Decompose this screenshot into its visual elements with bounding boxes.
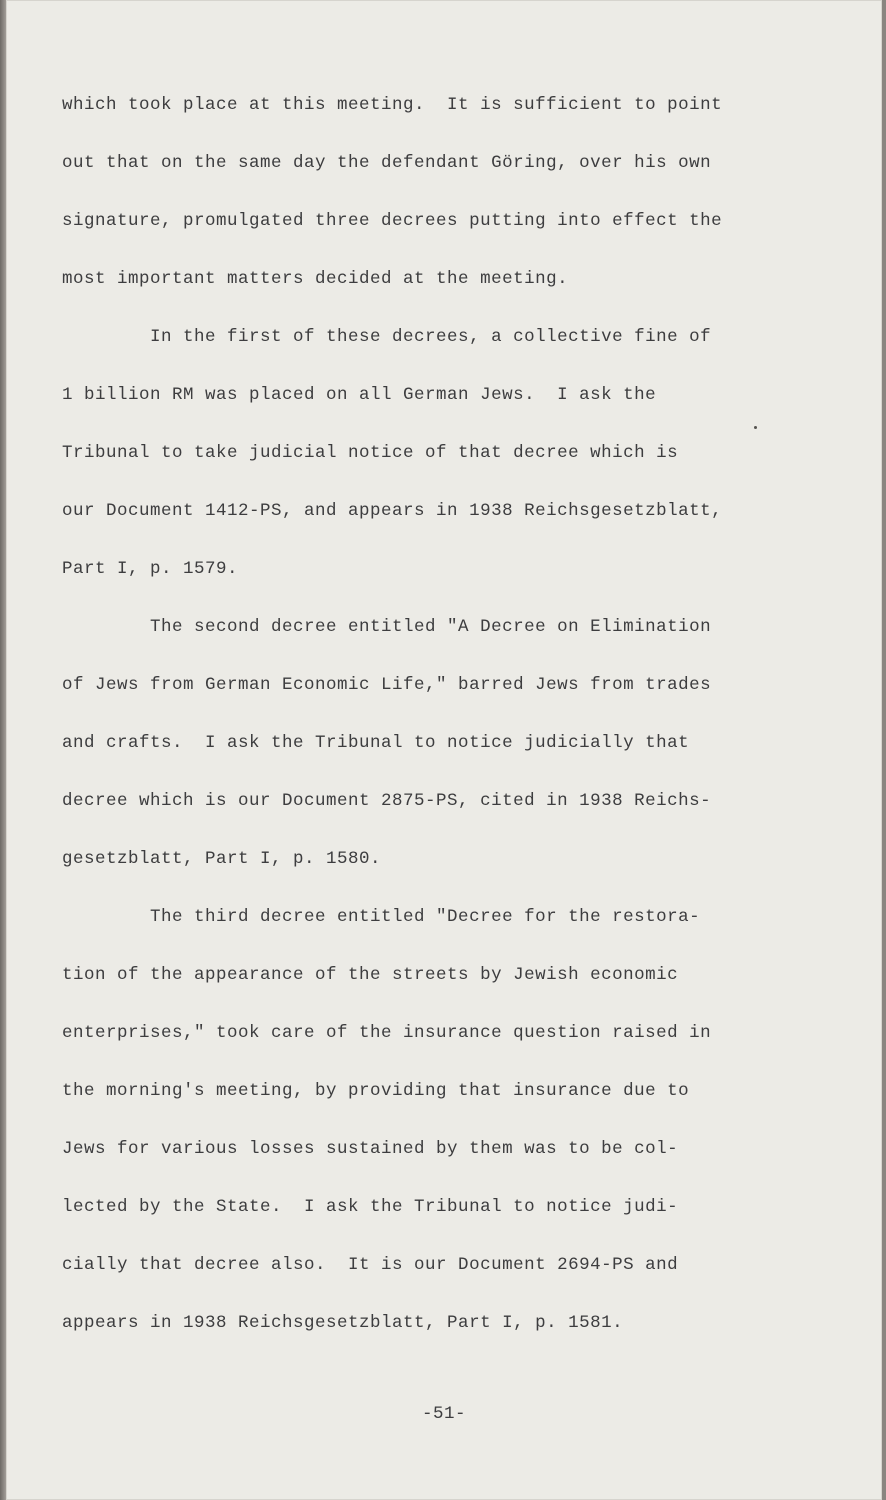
- text-line: Tribunal to take judicial notice of that decree which is: [62, 443, 679, 463]
- text-line: which took place at this meeting. It is sufficient to point: [62, 95, 723, 115]
- text-line: In the first of these decrees, a collective fine of: [62, 327, 712, 347]
- text-line: appears in 1938 Reichsgesetzblatt, Part I, p. 1581.: [62, 1313, 624, 1333]
- text-line: the morning's meeting, by providing that insurance due to: [62, 1081, 690, 1101]
- text-line: Part I, p. 1579.: [62, 559, 239, 579]
- text-line: gesetzblatt, Part I, p. 1580.: [62, 849, 382, 869]
- text-line: tion of the appearance of the streets by Jewish economic: [62, 965, 679, 985]
- text-line: of Jews from German Economic Life," barred Jews from trades: [62, 675, 712, 695]
- text-line: enterprises," took care of the insurance question raised in: [62, 1023, 712, 1043]
- text-line: The third decree entitled "Decree for the restora-: [62, 907, 701, 927]
- paper-speck: [754, 426, 757, 429]
- page-number: -51-: [421, 1404, 466, 1424]
- text-line: The second decree entitled "A Decree on Elimination: [62, 617, 712, 637]
- text-line: and crafts. I ask the Tribunal to notice judicially that: [62, 733, 690, 753]
- text-line: our Document 1412-PS, and appears in 1938 Reichsgesetzblatt,: [62, 501, 723, 521]
- text-line: decree which is our Document 2875-PS, cited in 1938 Reichs-: [62, 791, 712, 811]
- text-line: 1 billion RM was placed on all German Jews. I ask the: [62, 385, 657, 405]
- document-page: [6, 0, 882, 1500]
- text-line: out that on the same day the defendant Göring, over his own: [62, 153, 712, 173]
- text-line: cially that decree also. It is our Document 2694-PS and: [62, 1255, 679, 1275]
- text-line: most important matters decided at the meeting.: [62, 269, 569, 289]
- text-line: Jews for various losses sustained by them was to be col-: [62, 1139, 679, 1159]
- text-line: signature, promulgated three decrees putting into effect the: [62, 211, 723, 231]
- text-line: lected by the State. I ask the Tribunal to notice judi-: [62, 1197, 679, 1217]
